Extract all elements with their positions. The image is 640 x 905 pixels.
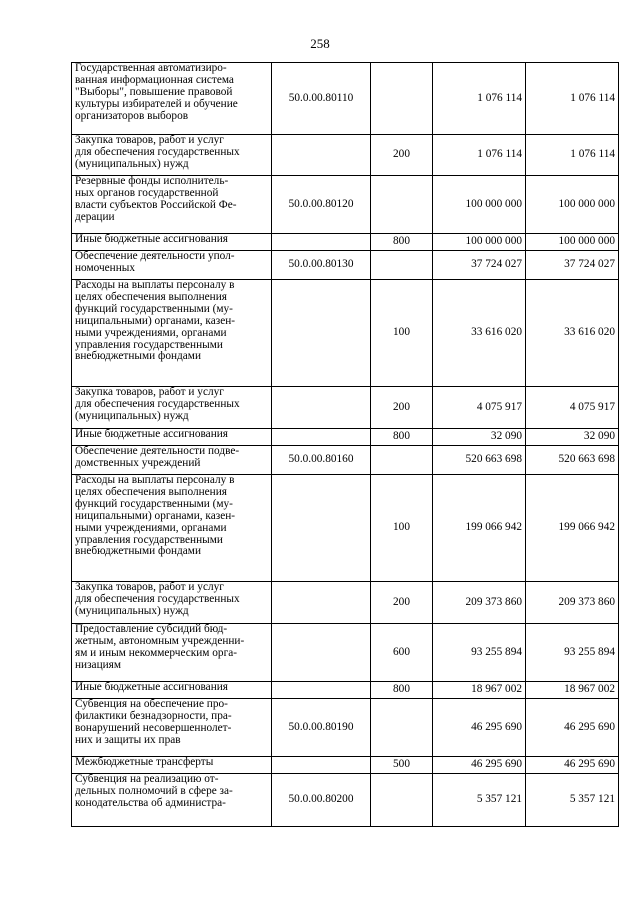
table-row	[72, 234, 619, 251]
expense-type-cell	[371, 446, 433, 475]
budget-table	[71, 62, 619, 827]
table-row	[72, 475, 619, 582]
target-code-cell	[272, 429, 371, 446]
amount-cell: 520 663 698	[433, 446, 526, 475]
amount-cell: 100 000 000	[526, 176, 619, 234]
expense-type-cell: 800	[371, 429, 433, 446]
table-row	[72, 446, 619, 475]
item-name-cell: Иные бюджетные ассигнования	[72, 234, 272, 251]
budget-table-body	[72, 63, 619, 827]
page-number: 258	[310, 36, 330, 51]
amount-cell: 1 076 114	[526, 63, 619, 135]
amount-cell: 100 000 000	[526, 234, 619, 251]
amount-cell: 33 616 020	[526, 280, 619, 387]
amount-cell: 199 066 942	[526, 475, 619, 582]
table-row	[72, 176, 619, 234]
target-code-cell	[272, 582, 371, 624]
amount-cell: 4 075 917	[433, 387, 526, 429]
amount-cell: 520 663 698	[526, 446, 619, 475]
amount-cell: 5 357 121	[526, 774, 619, 827]
target-code-cell	[272, 475, 371, 582]
expense-type-cell	[371, 251, 433, 280]
expense-type-cell: 600	[371, 624, 433, 682]
table-row	[72, 280, 619, 387]
item-name-cell: Обеспечение деятельности упол- номоченных	[72, 251, 272, 280]
amount-cell: 209 373 860	[433, 582, 526, 624]
item-name-cell: Расходы на выплаты персоналу в целях обеспечения выполнения функций государственными (му- ниципальными) органами, казен- ными учреждениями, органами управления государственными внебюджетными фондами	[72, 475, 272, 582]
item-name-cell: Закупка товаров, работ и услуг для обеспечения государственных (муниципальных) нужд	[72, 582, 272, 624]
amount-cell: 1 076 114	[433, 135, 526, 176]
expense-type-cell	[371, 176, 433, 234]
target-code-cell: 50.0.00.80190	[272, 699, 371, 757]
table-row	[72, 429, 619, 446]
target-code-cell: 50.0.00.80160	[272, 446, 371, 475]
target-code-cell: 50.0.00.80120	[272, 176, 371, 234]
item-name-cell: Государственная автоматизиро- ванная информационная система "Выборы", повышение правовой культуры избирателей и обучение организаторов выборов	[72, 63, 272, 135]
table-row	[72, 699, 619, 757]
amount-cell: 199 066 942	[433, 475, 526, 582]
item-name-cell: Субвенция на обеспечение про- филактики безнадзорности, пра- вонарушений несовершеннолет- них и защиты их прав	[72, 699, 272, 757]
item-name-cell: Закупка товаров, работ и услуг для обеспечения государственных (муниципальных) нужд	[72, 387, 272, 429]
table-row	[72, 63, 619, 135]
table-row	[72, 135, 619, 176]
item-name-cell: Обеспечение деятельности подве- домственных учреждений	[72, 446, 272, 475]
amount-cell: 46 295 690	[526, 757, 619, 774]
item-name-cell: Расходы на выплаты персоналу в целях обеспечения выполнения функций государственными (му- ниципальными) органами, казен- ными учреждениями, органами управления государственными внебюджетными фондами	[72, 280, 272, 387]
amount-cell: 32 090	[526, 429, 619, 446]
expense-type-cell: 200	[371, 387, 433, 429]
amount-cell: 4 075 917	[526, 387, 619, 429]
amount-cell: 18 967 002	[526, 682, 619, 699]
amount-cell: 32 090	[433, 429, 526, 446]
amount-cell: 18 967 002	[433, 682, 526, 699]
expense-type-cell	[371, 699, 433, 757]
amount-cell: 100 000 000	[433, 234, 526, 251]
amount-cell: 100 000 000	[433, 176, 526, 234]
amount-cell: 37 724 027	[526, 251, 619, 280]
expense-type-cell: 100	[371, 475, 433, 582]
target-code-cell	[272, 757, 371, 774]
target-code-cell	[272, 280, 371, 387]
table-row	[72, 774, 619, 827]
expense-type-cell: 100	[371, 280, 433, 387]
table-row	[72, 624, 619, 682]
expense-type-cell: 200	[371, 582, 433, 624]
item-name-cell: Иные бюджетные ассигнования	[72, 429, 272, 446]
amount-cell: 33 616 020	[433, 280, 526, 387]
target-code-cell	[272, 135, 371, 176]
amount-cell: 46 295 690	[433, 757, 526, 774]
item-name-cell: Иные бюджетные ассигнования	[72, 682, 272, 699]
table-row	[72, 682, 619, 699]
amount-cell: 1 076 114	[433, 63, 526, 135]
expense-type-cell	[371, 63, 433, 135]
table-row	[72, 387, 619, 429]
amount-cell: 46 295 690	[526, 699, 619, 757]
item-name-cell: Межбюджетные трансферты	[72, 757, 272, 774]
item-name-cell: Резервные фонды исполнитель- ных органов государственной власти субъектов Российской Фе- дерации	[72, 176, 272, 234]
item-name-cell: Предоставление субсидий бюд- жетным, автономным учрежденни- ям и иным некоммерческим орга- низациям	[72, 624, 272, 682]
amount-cell: 93 255 894	[433, 624, 526, 682]
amount-cell: 5 357 121	[433, 774, 526, 827]
target-code-cell	[272, 234, 371, 251]
target-code-cell	[272, 387, 371, 429]
item-name-cell: Закупка товаров, работ и услуг для обеспечения государственных (муниципальных) нужд	[72, 135, 272, 176]
amount-cell: 1 076 114	[526, 135, 619, 176]
amount-cell: 46 295 690	[433, 699, 526, 757]
item-name-cell: Субвенция на реализацию от- дельных полномочий в сфере за- конодательства об администра-	[72, 774, 272, 827]
expense-type-cell	[371, 774, 433, 827]
table-row	[72, 582, 619, 624]
amount-cell: 209 373 860	[526, 582, 619, 624]
target-code-cell	[272, 682, 371, 699]
table-row	[72, 757, 619, 774]
target-code-cell: 50.0.00.80130	[272, 251, 371, 280]
amount-cell: 37 724 027	[433, 251, 526, 280]
expense-type-cell: 800	[371, 234, 433, 251]
expense-type-cell: 500	[371, 757, 433, 774]
amount-cell: 93 255 894	[526, 624, 619, 682]
expense-type-cell: 800	[371, 682, 433, 699]
expense-type-cell: 200	[371, 135, 433, 176]
target-code-cell: 50.0.00.80200	[272, 774, 371, 827]
table-row	[72, 251, 619, 280]
target-code-cell	[272, 624, 371, 682]
target-code-cell: 50.0.00.80110	[272, 63, 371, 135]
